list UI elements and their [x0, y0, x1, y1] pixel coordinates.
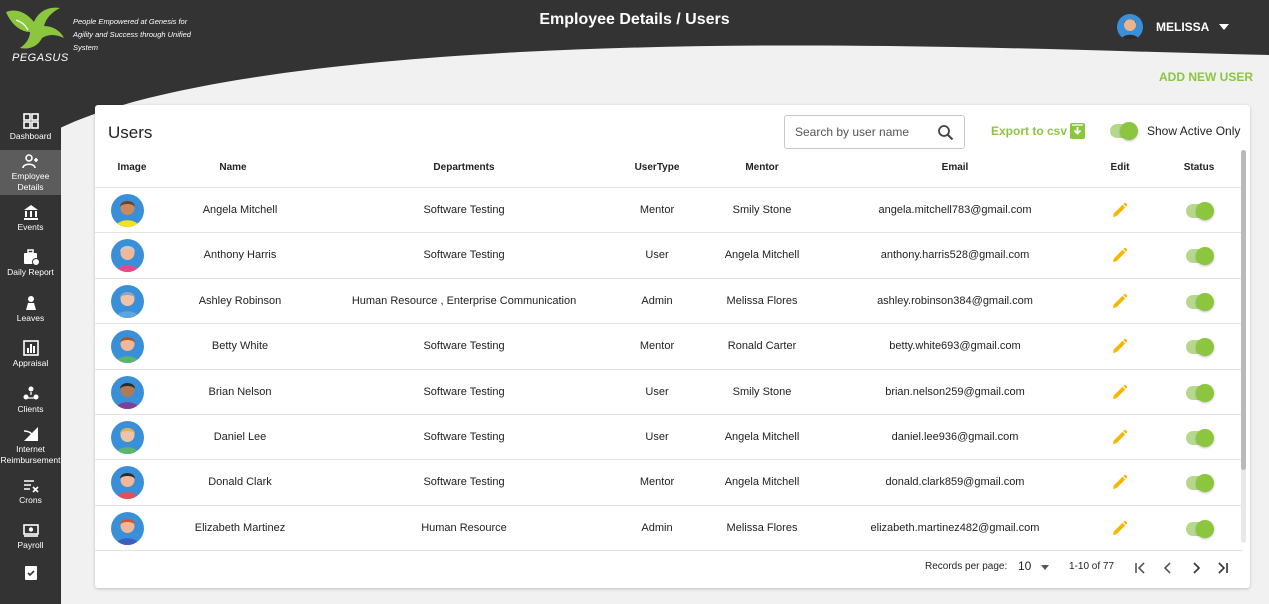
user-name-cell: Donald Clark — [208, 476, 272, 489]
payroll-icon — [22, 521, 40, 539]
status-toggle[interactable] — [1186, 522, 1212, 536]
table-row — [95, 506, 1242, 551]
leaves-icon — [22, 294, 40, 312]
pencil-icon[interactable] — [1111, 520, 1128, 537]
sidebar-item-employee-details[interactable] — [0, 150, 61, 196]
mentor-cell: Melissa Flores — [726, 521, 798, 534]
mentor-cell: Ronald Carter — [727, 340, 797, 353]
email-cell: brian.nelson259@gmail.com — [885, 385, 1025, 398]
search-icon[interactable] — [937, 124, 954, 141]
card-title: Users — [108, 123, 153, 142]
clipboard-check-icon — [22, 563, 40, 581]
appraisal-icon — [22, 339, 40, 357]
download-icon[interactable] — [1070, 123, 1085, 139]
status-toggle[interactable] — [1186, 386, 1212, 400]
clients-icon — [22, 385, 40, 403]
sidebar-item-more[interactable] — [0, 559, 61, 604]
sidebar-item-appraisal[interactable] — [0, 332, 61, 378]
records-per-page-label: Records per page: — [925, 561, 1008, 572]
search-box — [784, 115, 965, 149]
sidebar-item-dashboard[interactable] — [0, 104, 61, 150]
last-page-icon[interactable] — [1214, 559, 1232, 577]
usertype-cell: User — [645, 385, 669, 398]
column-header: Image — [117, 162, 147, 173]
brand-tagline: People Empowered at Genesis for Agility and Success through Unified System — [73, 17, 191, 52]
mentor-cell: Smily Stone — [732, 385, 792, 398]
email-cell: ashley.robinson384@gmail.com — [877, 294, 1033, 307]
column-header: Email — [941, 162, 969, 173]
user-name-cell: Anthony Harris — [203, 249, 277, 262]
column-header: Name — [219, 162, 247, 173]
department-cell: Software Testing — [423, 340, 505, 353]
column-header: Edit — [1110, 162, 1130, 173]
email-cell: daniel.lee936@gmail.com — [891, 431, 1019, 443]
status-toggle[interactable] — [1186, 340, 1212, 354]
user-name-cell: Betty White — [211, 340, 269, 353]
usertype-cell: Mentor — [639, 476, 675, 489]
email-cell: betty.white693@gmail.com — [889, 340, 1021, 353]
usertype-cell: Admin — [641, 294, 673, 307]
status-toggle[interactable] — [1186, 204, 1212, 218]
status-toggle[interactable] — [1186, 249, 1212, 263]
scrollbar-thumb[interactable] — [1241, 150, 1246, 470]
mentor-cell: Smily Stone — [732, 204, 792, 216]
department-cell: Human Resource , Enterprise Communication — [351, 294, 577, 307]
department-cell: Software Testing — [423, 249, 505, 262]
table-row — [95, 188, 1242, 233]
table-header — [95, 155, 1242, 188]
search-input[interactable] — [785, 116, 925, 148]
records-per-page-select[interactable]: 10 — [1018, 559, 1032, 573]
pencil-icon[interactable] — [1111, 293, 1128, 310]
sidebar-item-label: Crons — [19, 494, 42, 505]
sidebar-item-label: Employee Details — [11, 170, 50, 192]
department-cell: Software Testing — [423, 476, 505, 489]
page-title: Employee Details / Users — [539, 11, 730, 28]
status-toggle[interactable] — [1186, 295, 1212, 309]
mentor-cell: Angela Mitchell — [724, 249, 800, 262]
table-row — [95, 233, 1242, 278]
scrollbar[interactable] — [1241, 150, 1246, 543]
table-row — [95, 370, 1242, 415]
avatar — [111, 285, 144, 318]
mentor-cell: Angela Mitchell — [724, 476, 800, 489]
pencil-icon[interactable] — [1111, 429, 1128, 446]
column-header: UserType — [634, 162, 680, 173]
table-row — [95, 279, 1242, 324]
avatar — [111, 512, 144, 545]
mentor-cell: Angela Mitchell — [724, 431, 800, 443]
user-avatar — [1117, 14, 1143, 40]
previous-page-icon[interactable] — [1159, 559, 1177, 577]
email-cell: donald.clark859@gmail.com — [885, 476, 1025, 489]
pencil-icon[interactable] — [1111, 338, 1128, 355]
sidebar-item-label: Internet Reimbursement — [0, 443, 61, 465]
next-page-icon[interactable] — [1187, 559, 1205, 577]
department-cell: Software Testing — [423, 431, 505, 443]
avatar — [111, 330, 144, 363]
table-row — [95, 324, 1242, 369]
column-header: Departments — [433, 162, 495, 173]
first-page-icon[interactable] — [1131, 559, 1149, 577]
show-active-toggle[interactable] — [1110, 124, 1136, 138]
department-cell: Software Testing — [423, 204, 505, 216]
pencil-icon[interactable] — [1111, 247, 1128, 264]
status-toggle[interactable] — [1186, 476, 1212, 490]
sidebar-item-payroll[interactable] — [0, 514, 61, 560]
usertype-cell: Mentor — [639, 340, 675, 353]
usertype-cell: User — [645, 431, 669, 443]
avatar — [111, 376, 144, 409]
mentor-cell: Melissa Flores — [726, 294, 798, 307]
sidebar — [0, 104, 61, 604]
internet-icon — [22, 425, 40, 443]
users-card — [95, 105, 1250, 588]
daily-report-icon — [22, 248, 40, 266]
brand-name: PEGASUS — [12, 52, 69, 64]
sidebar-item-internet-reimbursement[interactable] — [0, 423, 61, 469]
sidebar-item-clients[interactable] — [0, 377, 61, 423]
email-cell: elizabeth.martinez482@gmail.com — [870, 521, 1040, 534]
sidebar-item-label: Leaves — [16, 312, 45, 323]
chevron-down-icon[interactable] — [1041, 565, 1049, 570]
sidebar-item-label: Clients — [17, 403, 44, 414]
department-cell: Software Testing — [423, 385, 505, 398]
avatar — [111, 466, 144, 499]
sidebar-item-label: Appraisal — [12, 358, 49, 369]
pencil-icon[interactable] — [1111, 384, 1128, 401]
table-row — [95, 460, 1242, 505]
usertype-cell: Mentor — [639, 204, 675, 216]
user-menu[interactable] — [1117, 14, 1229, 40]
user-name-cell: Ashley Robinson — [198, 294, 282, 307]
email-cell: anthony.harris528@gmail.com — [880, 249, 1030, 262]
usertype-cell: User — [645, 249, 669, 262]
pencil-icon[interactable] — [1111, 202, 1128, 219]
user-name: MELISSA — [1156, 20, 1210, 34]
pagination — [95, 549, 1250, 588]
status-toggle[interactable] — [1186, 431, 1212, 445]
events-icon — [22, 203, 40, 221]
avatar — [111, 194, 144, 227]
add-new-user-button[interactable]: ADD NEW USER — [1158, 70, 1253, 84]
avatar — [111, 239, 144, 272]
crons-icon — [22, 476, 40, 494]
avatar — [111, 421, 144, 454]
dashboard-icon — [22, 112, 40, 130]
sidebar-item-label: Daily Report — [7, 267, 54, 278]
export-csv-button[interactable]: Export to csv — [991, 124, 1068, 138]
sidebar-item-leaves[interactable] — [0, 286, 61, 332]
user-name-cell: Daniel Lee — [213, 431, 267, 443]
user-name-cell: Brian Nelson — [208, 385, 272, 398]
column-header: Status — [1183, 162, 1215, 173]
user-name-cell: Elizabeth Martinez — [194, 521, 286, 534]
table-row — [95, 415, 1242, 460]
sidebar-item-label: Dashboard — [9, 130, 52, 141]
user-name-cell: Angela Mitchell — [202, 204, 278, 216]
department-cell: Human Resource — [421, 521, 507, 534]
pencil-icon[interactable] — [1111, 474, 1128, 491]
sidebar-item-daily-report[interactable] — [0, 241, 61, 287]
page-range: 1-10 of 77 — [1069, 561, 1115, 572]
sidebar-item-events[interactable] — [0, 195, 61, 241]
chevron-down-icon[interactable] — [1219, 24, 1229, 30]
sidebar-item-label: Payroll — [17, 540, 44, 551]
sidebar-item-crons[interactable] — [0, 468, 61, 514]
employee-icon — [22, 152, 40, 170]
email-cell: angela.mitchell783@gmail.com — [878, 204, 1032, 216]
column-header: Mentor — [745, 162, 779, 173]
show-active-label: Show Active Only — [1147, 124, 1241, 138]
sidebar-item-label: Events — [17, 221, 44, 232]
usertype-cell: Admin — [641, 521, 673, 534]
